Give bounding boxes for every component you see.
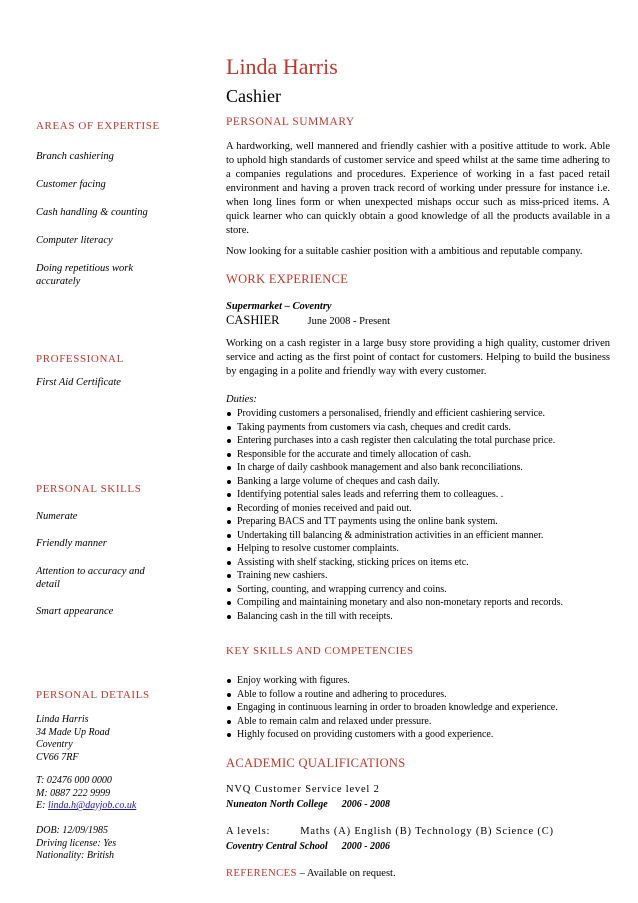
address-line: Linda Harris — [36, 714, 89, 725]
skill-item: Smart appearance — [36, 606, 114, 617]
duty-item: Undertaking till balancing & administration activities in an efficient manner. — [226, 529, 610, 543]
expertise-item: Branch cashiering — [36, 151, 114, 162]
duty-item: Sorting, counting, and wrapping currency and coins. — [226, 583, 610, 597]
email-link[interactable]: linda.h@dayjob.co.uk — [47, 800, 137, 811]
duty-item: Identifying potential sales leads and referring them to colleagues. . — [226, 488, 610, 502]
professional-item: First Aid Certificate — [36, 377, 121, 388]
duty-item: Training new cashiers. — [226, 569, 610, 583]
personal-summary-heading: PERSONAL SUMMARY — [226, 116, 355, 128]
personal-info-block — [36, 825, 216, 863]
address-block — [36, 714, 216, 764]
duties-label: Duties: — [226, 394, 257, 405]
address-line: CV66 7RF — [36, 751, 79, 763]
references-line — [226, 868, 396, 879]
nvq-qualification: NVQ Customer Service level 2 — [226, 784, 380, 795]
duty-item: Providing customers a personalised, friendly and efficient cashiering service. — [226, 407, 610, 421]
a-levels-school-line — [226, 841, 390, 852]
skill-item: Friendly manner — [36, 538, 107, 549]
email-label: E: — [36, 800, 48, 811]
email-line — [36, 800, 216, 813]
duty-item: Assisting with shelf stacking, sticking prices on items etc. — [226, 556, 610, 570]
contact-block — [36, 775, 216, 813]
references-heading: REFERENCES — [226, 868, 297, 879]
work-experience-heading: WORK EXPERIENCE — [226, 272, 349, 286]
a-levels-school: Coventry Central School — [226, 841, 328, 852]
a-levels-years: 2000 - 2006 — [341, 841, 391, 852]
a-levels-subjects: Maths (A) English (B) Technology (B) Science (C) — [300, 826, 554, 837]
areas-of-expertise-heading: AREAS OF EXPERTISE — [36, 120, 160, 132]
expertise-item: Customer facing — [36, 179, 106, 190]
role-description: Working on a cash register in a large busy store providing a high quality, customer driven service and acting as the first point of contact for customers. Helping to build the business by engaging in a polite and friendly way with every customer. — [226, 338, 610, 377]
personal-skills-heading: PERSONAL SKILLS — [36, 483, 142, 495]
duties-list — [226, 407, 610, 623]
summary-objective: Now looking for a suitable cashier position with a ambitious and reputable company. — [226, 246, 583, 257]
a-levels-label: A levels: — [226, 826, 271, 837]
driving-license: Driving license: Yes — [36, 837, 117, 849]
duty-item: Preparing BACS and TT payments using the online bank system. — [226, 515, 610, 529]
address-line: 34 Made Up Road — [36, 726, 110, 738]
key-skill-item: Able to remain calm and relaxed under pressure. — [226, 715, 610, 729]
employer: Supermarket – Coventry — [226, 301, 332, 312]
expertise-item: Cash handling & counting — [36, 207, 148, 218]
duty-item: Helping to resolve customer complaints. — [226, 542, 610, 556]
academic-qualifications-heading: ACADEMIC QUALIFICATIONS — [226, 756, 406, 770]
date-of-birth: DOB: 12/09/1985 — [36, 825, 108, 836]
address-line: Coventry — [36, 739, 73, 750]
key-skill-item: Highly focused on providing customers with a good experience. — [226, 728, 610, 742]
duty-item: Compiling and maintaining monetary and also non-monetary reports and records. — [226, 596, 610, 610]
skill-item: Numerate — [36, 511, 78, 522]
job-title: Cashier — [226, 86, 281, 106]
skill-item: Attention to accuracy and detail — [36, 566, 145, 590]
references-text: – Available on request. — [299, 868, 396, 879]
duty-item: Balancing cash in the till with receipts. — [226, 610, 610, 624]
summary-paragraph: A hardworking, well mannered and friendly cashier with a positive attitude to work. Able to uphold high standards of customer service and speed whilst at the same time adhering to a companies regulations and procedures. Experience of working in a fast paced retail environment and having a proven track record of working under pressure for instance i.e. when long lines form or when unexpected mishaps occur such as miss-priced items. A quick learner who can quickly obtain a good knowledge of all the products available in a store. — [226, 141, 610, 236]
duty-item: Banking a large volume of cheques and cash daily. — [226, 475, 610, 489]
expertise-item: Doing repetitious work accurately — [36, 263, 134, 287]
personal-details-heading: PERSONAL DETAILS — [36, 689, 150, 701]
duty-item: Recording of monies received and paid out. — [226, 502, 610, 516]
candidate-name: Linda Harris — [226, 54, 338, 79]
role-dates: June 2008 - Present — [307, 316, 391, 327]
duty-item: Entering purchases into a cash register then calculating the total purchase price. — [226, 434, 610, 448]
duty-item: Responsible for the accurate and timely allocation of cash. — [226, 448, 610, 462]
phone: T: 02476 000 0000 — [36, 775, 112, 786]
nationality: Nationality: British — [36, 850, 115, 861]
key-skills-heading: KEY SKILLS AND COMPETENCIES — [226, 645, 414, 657]
role-title: CASHIER — [226, 313, 280, 327]
key-skill-item: Able to follow a routine and adhering to procedures. — [226, 688, 610, 702]
nvq-school-line — [226, 799, 390, 810]
key-skill-item: Engaging in continuous learning in order to broaden knowledge and experience. — [226, 701, 610, 715]
duty-item: Taking payments from customers via cash, cheques and credit cards. — [226, 421, 610, 435]
expertise-item: Computer literacy — [36, 235, 113, 246]
professional-heading: PROFESSIONAL — [36, 353, 124, 365]
nvq-school: Nuneaton North College — [226, 799, 328, 810]
key-skills-list — [226, 674, 610, 742]
mobile: M: 0887 222 9999 — [36, 787, 111, 799]
a-levels-line — [226, 826, 554, 837]
nvq-years: 2006 - 2008 — [341, 799, 391, 810]
role-line — [226, 313, 390, 328]
key-skill-item: Enjoy working with figures. — [226, 674, 610, 688]
duty-item: In charge of daily cashbook management and also bank reconciliations. — [226, 461, 610, 475]
